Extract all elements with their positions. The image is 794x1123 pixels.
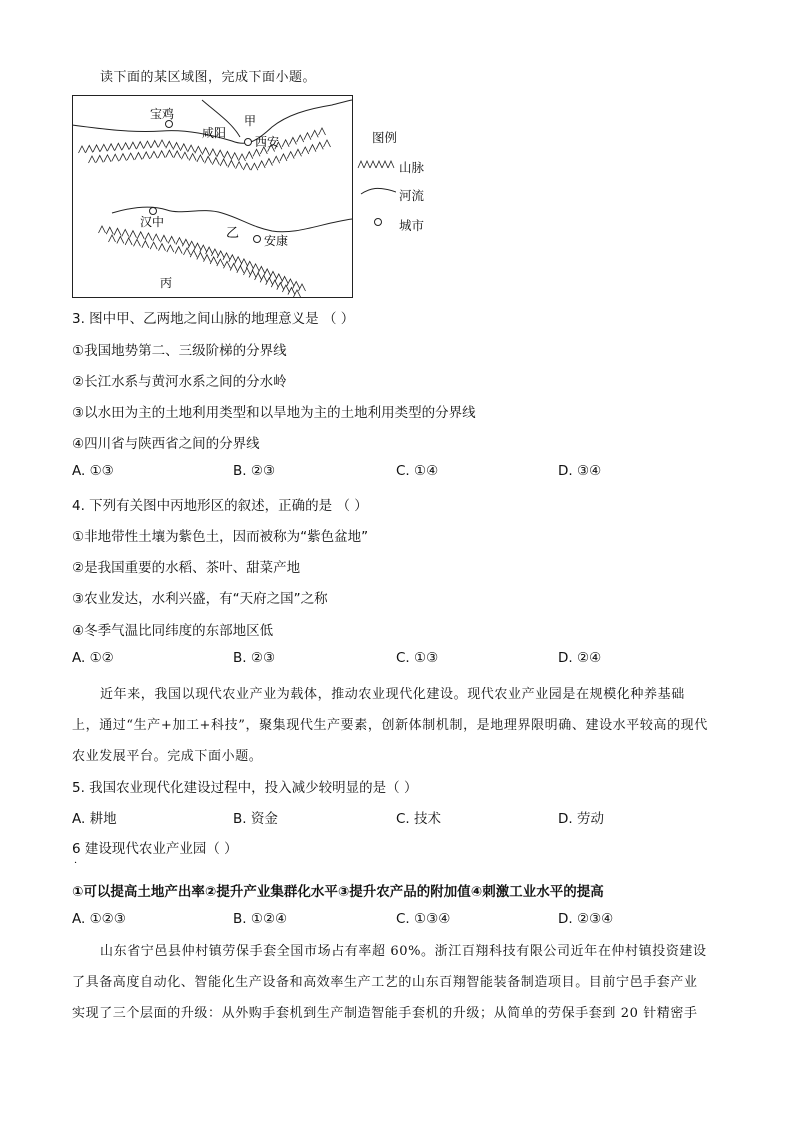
label-xianyang: 咸阳: [202, 126, 227, 140]
intro-text: 读下面的某区域图，完成下面小题。: [100, 70, 317, 85]
mountain-mark: [287, 152, 294, 159]
mountain-mark: [319, 128, 326, 135]
passage-1-line-2: 上，通过“生产+加工+科技”，聚集现代生产要素，创新体制机制，是地理界限明确、建设水平较高的现代: [72, 718, 708, 733]
mountain-mark: [166, 141, 173, 148]
mountain-mark: [119, 154, 126, 161]
q4-option-d[interactable]: D. ②④: [558, 650, 602, 666]
legend-city-label: 城市: [399, 218, 425, 233]
mountain-mark: [311, 130, 318, 137]
q4-option-a[interactable]: A. ①②: [72, 650, 114, 666]
label-ankang: 安康: [264, 234, 289, 248]
mountain-mark: [115, 143, 122, 150]
q5-option-a[interactable]: A. 耕地: [72, 811, 117, 827]
mountain-mark: [228, 160, 235, 167]
mountain-mark: [282, 140, 289, 147]
mountain-mark: [79, 146, 86, 153]
q3-item-3: ③以水田为主的土地利用类型和以旱地为主的土地利用类型的分界线: [72, 405, 476, 421]
mountain-mark: [200, 245, 207, 252]
legend-title: 图例: [372, 130, 398, 145]
mountain-mark: [168, 236, 175, 243]
mountain-mark: [246, 152, 253, 159]
mountain-mark: [217, 150, 224, 157]
mountain-mark: [188, 145, 195, 152]
mountain-mark: [184, 248, 191, 255]
label-hanzhong: 汉中: [140, 215, 165, 229]
city-xian: [245, 139, 252, 146]
mountain-mark: [206, 247, 213, 254]
q3-item-4: ④四川省与陕西省之间的分界线: [72, 436, 260, 452]
mountain-mark: [86, 145, 93, 152]
mountain-mark: [309, 145, 316, 152]
mountain-mark: [181, 152, 188, 159]
mountain-mark: [202, 148, 209, 155]
q5-option-d[interactable]: D. 劳动: [558, 811, 604, 827]
mountain-mark: [100, 144, 107, 151]
mountain-mark: [210, 257, 217, 264]
mountain-mark: [182, 239, 189, 246]
mountain-mark: [190, 250, 197, 257]
mountain-mark: [142, 241, 149, 248]
mountain-mark: [297, 135, 304, 142]
passage-1-line-3: 农业发展平台。完成下面小题。: [72, 749, 263, 764]
mountain-mark: [265, 159, 272, 166]
q3-option-c[interactable]: C. ①④: [396, 463, 439, 479]
city-ankang: [254, 236, 261, 243]
q3-option-a[interactable]: A. ①③: [72, 463, 114, 479]
mountain-mark: [244, 268, 251, 275]
mountain-mark: [235, 257, 242, 264]
mountain-mark: [224, 151, 231, 158]
mountain-mark: [188, 241, 195, 248]
mountain-mark: [109, 235, 116, 242]
q6-option-c[interactable]: C. ①③④: [396, 911, 451, 927]
mountain-mark: [205, 156, 212, 163]
mountain-mark: [104, 155, 111, 162]
mountain-mark: [93, 145, 100, 152]
mountain-mark: [134, 239, 141, 246]
mountain-mark: [159, 244, 166, 251]
legend-mountain-label: 山脉: [399, 160, 425, 175]
passage-2-line-1: 山东省宁邑县仲村镇劳保手套全国市场占有率超 60%。浙江百翔科技有限公司近年在仲村镇投资建设: [100, 944, 707, 959]
mountain-mark: [204, 255, 211, 262]
mountain-mark: [144, 141, 151, 148]
legend-river-icon: [361, 188, 396, 194]
mountain-mark: [122, 143, 129, 150]
mountain-mark: [194, 243, 201, 250]
passage-1: [72, 679, 722, 772]
mountain-mark: [150, 151, 157, 158]
mountain-mark: [217, 251, 224, 258]
city-baoji: [166, 121, 173, 128]
mountain-mark: [108, 144, 115, 151]
passage-2-line-3: 实现了三个层面的升级：从外购手套机到生产制造智能手套机的升级；从简单的劳保手套到 20 针精密手: [72, 1006, 698, 1021]
q3-item-1: ①我国地势第二、三级阶梯的分界线: [72, 343, 287, 359]
q6-option-a[interactable]: A. ①②③: [72, 911, 126, 927]
mountain-mark: [122, 229, 129, 236]
mountain-mark: [197, 155, 204, 162]
q4-option-c[interactable]: C. ①③: [396, 650, 439, 666]
legend-river-label: 河流: [399, 188, 425, 203]
mountain-mark: [223, 253, 230, 260]
mountain-mark: [304, 133, 311, 140]
q4-item-3: ③农业发达，水利兴盛，有“天府之国”之称: [72, 591, 328, 607]
legend-symbols: [356, 154, 396, 244]
mountain-mark: [175, 247, 182, 254]
mountain-mark: [159, 140, 166, 147]
mountain-mark: [117, 236, 124, 243]
mountain-mark: [273, 156, 280, 163]
mountain-mark: [129, 142, 136, 149]
mountain-mark: [167, 245, 174, 252]
q5-option-b[interactable]: B. 资金: [233, 811, 278, 827]
mountain-mark: [220, 159, 227, 166]
q6-items: ①可以提高土地产出率②提升产业集群化水平③提升农产品的附加值④刺激工业水平的提高: [72, 884, 604, 900]
q3-option-b[interactable]: B. ②③: [233, 463, 276, 479]
mountain-mark: [217, 259, 224, 266]
legend-city-icon: [375, 219, 382, 226]
label-jia: 甲: [244, 114, 257, 128]
q5-stem: 5. 我国农业现代化建设过程中，投入减少较明显的是（ ）: [72, 780, 418, 796]
q3-stem: 3. 图中甲、乙两地之间山脉的地理意义是 （ ）: [72, 311, 355, 327]
mountain-mark: [212, 158, 219, 165]
mountain-mark: [251, 163, 258, 170]
region-map: [72, 95, 372, 299]
mountain-mark: [243, 163, 250, 170]
q4-stem: 4. 下列有关图中丙地形区的叙述，正确的是 （ ）: [72, 498, 368, 514]
mountain-mark: [106, 227, 113, 234]
passage-2: [72, 936, 722, 1029]
mountain-mark: [127, 153, 134, 160]
label-yi: 乙: [226, 226, 240, 241]
mountain-mark: [151, 141, 158, 148]
mountain-mark: [224, 261, 231, 268]
q4-item-2: ②是我国重要的水稻、茶叶、甜菜产地: [72, 560, 301, 576]
q3-item-2: ②长江水系与黄河水系之间的分水岭: [72, 374, 287, 390]
passage-1-line-1: 近年来，我国以现代农业产业为载体，推动农业现代化建设。现代农业产业园是在规模化种养基础: [100, 687, 685, 702]
label-bing: 丙: [160, 276, 173, 290]
mountain-mark: [237, 266, 244, 273]
mountain-mark: [153, 234, 160, 241]
mountain-mark: [302, 147, 309, 154]
legend-mountain-icon: [358, 161, 394, 168]
q5-option-c[interactable]: C. 技术: [396, 811, 442, 827]
mountain-mark: [209, 149, 216, 156]
mountain-mark: [129, 231, 136, 238]
mountain-mark: [189, 154, 196, 161]
mountain-mark: [112, 154, 119, 161]
mountain-mark: [197, 252, 204, 259]
mountain-mark: [145, 233, 152, 240]
q6-option-b[interactable]: B. ①②④: [233, 911, 288, 927]
mountain-mark: [324, 140, 331, 147]
mountain-mark: [176, 238, 183, 245]
mountain-mark: [229, 255, 236, 262]
q4-option-b[interactable]: B. ②③: [233, 650, 276, 666]
mountain-mark: [99, 226, 106, 233]
passage-2-line-2: 了具备高度自动化、智能化生产设备和高效率生产工艺的山东百翔智能装备制造项目。目前宁邑手套产业: [72, 975, 698, 990]
mountain-mark: [230, 264, 237, 271]
mountain-mark: [174, 151, 181, 158]
mountain-mark: [253, 149, 260, 156]
mountain-mark: [166, 150, 173, 157]
q4-item-4: ④冬季气温比同纬度的东部地区低: [72, 623, 274, 639]
mountain-mark: [135, 153, 142, 160]
mountain-mark: [89, 156, 96, 163]
mountain-mark: [96, 155, 103, 162]
mountain-mark: [114, 228, 121, 235]
mountain-mark: [236, 162, 243, 169]
label-xian: 西安: [255, 135, 280, 149]
mountain-mark: [180, 144, 187, 151]
mountain-mark: [280, 154, 287, 161]
mountain-mark: [231, 153, 238, 160]
mountain-mark: [143, 152, 150, 159]
mountain-mark: [258, 161, 265, 168]
mountain-mark: [137, 142, 144, 149]
q4-item-1: ①非地带性土壤为紫色土，因而被称为“紫色盆地”: [72, 529, 369, 545]
mountain-mark: [316, 142, 323, 149]
q6-stem: 6 建设现代农业产业园（ ）: [72, 841, 238, 857]
mountain-mark: [137, 232, 144, 239]
mountain-mark: [150, 242, 157, 249]
mountain-mark: [239, 154, 246, 161]
mountain-mark: [158, 151, 165, 158]
mountain-mark: [240, 259, 247, 266]
mountain-mark: [289, 137, 296, 144]
mountain-mark: [211, 249, 218, 256]
label-baoji: 宝鸡: [150, 107, 175, 121]
mountain-mark: [173, 143, 180, 150]
mountain-mark: [125, 238, 132, 245]
mountain-mark: [195, 146, 202, 153]
mountain-mark: [160, 235, 167, 242]
city-hanzhong: [150, 208, 157, 215]
q6-dot: ．: [74, 855, 84, 866]
q3-option-d[interactable]: D. ③④: [558, 463, 602, 479]
q6-option-d[interactable]: D. ②③④: [558, 911, 614, 927]
mountain-mark: [294, 149, 301, 156]
